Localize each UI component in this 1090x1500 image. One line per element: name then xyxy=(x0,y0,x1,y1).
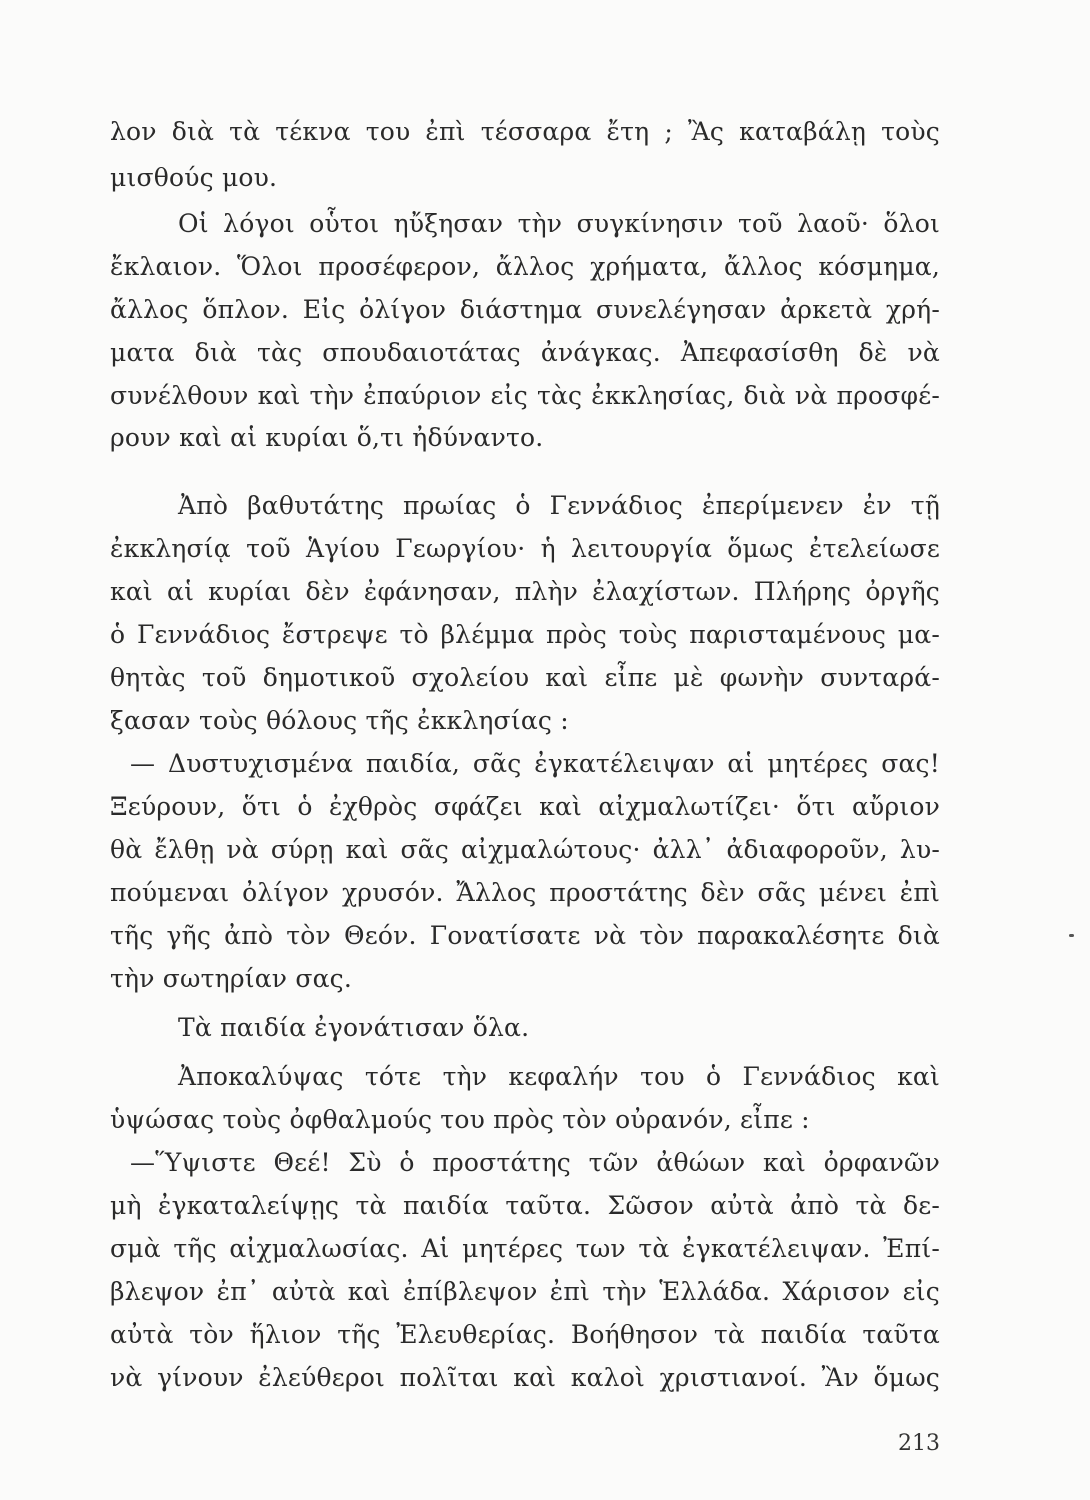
text-line: Τὰ παιδία ἐγονάτισαν ὅλα. xyxy=(178,1013,530,1042)
text-line: ὑψώσας τοὺς ὀφθαλμούς του πρὸς τὸν οὐρανόν, εἶπε : xyxy=(110,1105,810,1134)
page-number: 213 xyxy=(898,1431,940,1456)
text-line: ὁ Γεννάδιος ἔστρεψε τὸ βλέμμα πρὸς τοὺς παρισταμένους μα- xyxy=(110,620,940,649)
text-line: Ἀποκαλύψας τότε τὴν κεφαλήν του ὁ Γεννάδιος καὶ xyxy=(178,1062,940,1091)
text-line: — Δυστυχισμένα παιδία, σᾶς ἐγκατέλειψαν αἱ μητέρες σας! xyxy=(130,749,940,778)
text-line: —Ὕψιστε Θεέ! Σὺ ὁ προστάτης τῶν ἀθώων καὶ ὀρφανῶν xyxy=(130,1148,940,1177)
text-line: νὰ γίνουν ἐλεύθεροι πολῖται καὶ καλοὶ χριστιανοί. Ἂν ὅμως xyxy=(110,1363,940,1392)
ink-speck xyxy=(1069,934,1074,937)
text-line: ρουν καὶ αἱ κυρίαι ὅ,τι ἠδύναντο. xyxy=(110,423,544,452)
text-line: ξασαν τοὺς θόλους τῆς ἐκκλησίας : xyxy=(110,706,569,735)
text-line: ἔκλαιον. Ὅλοι προσέφερον, ἄλλος χρήματα, ἄλλος κόσμημα, xyxy=(110,252,940,281)
text-line: ἄλλος ὅπλον. Εἰς ὀλίγον διάστημα συνελέγησαν ἀρκετὰ χρή- xyxy=(110,295,940,324)
text-line: τὴν σωτηρίαν σας. xyxy=(110,964,353,993)
text-line: ἐκκλησίᾳ τοῦ Ἁγίου Γεωργίου· ἡ λειτουργία ὅμως ἐτελείωσε xyxy=(110,534,940,563)
text-line: ματα διὰ τὰς σπουδαιοτάτας ἀνάγκας. Ἀπεφασίσθη δὲ νὰ xyxy=(110,338,940,367)
text-line: σμὰ τῆς αἰχμαλωσίας. Αἱ μητέρες των τὰ ἐγκατέλειψαν. Ἐπί- xyxy=(110,1234,940,1263)
text-line: Ξεύρουν, ὅτι ὁ ἐχθρὸς σφάζει καὶ αἰχμαλωτίζει· ὅτι αὔριον xyxy=(110,792,940,821)
text-line: αὐτὰ τὸν ἥλιον τῆς Ἐλευθερίας. Βοήθησον τὰ παιδία ταῦτα xyxy=(110,1320,940,1349)
text-line: Ἀπὸ βαθυτάτης πρωίας ὁ Γεννάδιος ἐπερίμενεν ἐν τῇ xyxy=(178,491,940,520)
text-line: μισθούς μου. xyxy=(110,163,278,192)
text-line: πούμεναι ὀλίγον χρυσόν. Ἄλλος προστάτης δὲν σᾶς μένει ἐπὶ xyxy=(110,878,940,907)
text-line: λον διὰ τὰ τέκνα του ἐπὶ τέσσαρα ἔτη ; Ἂς καταβάλῃ τοὺς xyxy=(110,117,940,146)
text-line: τῆς γῆς ἀπὸ τὸν Θεόν. Γονατίσατε νὰ τὸν παρακαλέσητε διὰ xyxy=(110,921,940,950)
text-line: βλεψον ἐπ᾽ αὐτὰ καὶ ἐπίβλεψον ἐπὶ τὴν Ἑλλάδα. Χάρισον εἰς xyxy=(110,1277,940,1306)
text-line: μὴ ἐγκαταλείψῃς τὰ παιδία ταῦτα. Σῶσον αὐτὰ ἀπὸ τὰ δε- xyxy=(110,1191,940,1220)
text-line: Οἱ λόγοι οὗτοι ηὔξησαν τὴν συγκίνησιν τοῦ λαοῦ· ὅλοι xyxy=(178,209,940,238)
text-line: συνέλθουν καὶ τὴν ἐπαύριον εἰς τὰς ἐκκλησίας, διὰ νὰ προσφέ- xyxy=(110,381,940,410)
text-line: καὶ αἱ κυρίαι δὲν ἐφάνησαν, πλὴν ἐλαχίστων. Πλήρης ὀργῆς xyxy=(110,577,940,606)
text-line: θὰ ἔλθῃ νὰ σύρῃ καὶ σᾶς αἰχμαλώτους· ἀλλ᾽ ἀδιαφοροῦν, λυ- xyxy=(110,835,940,864)
text-line: θητὰς τοῦ δημοτικοῦ σχολείου καὶ εἶπε μὲ φωνὴν συνταρά- xyxy=(110,663,940,692)
